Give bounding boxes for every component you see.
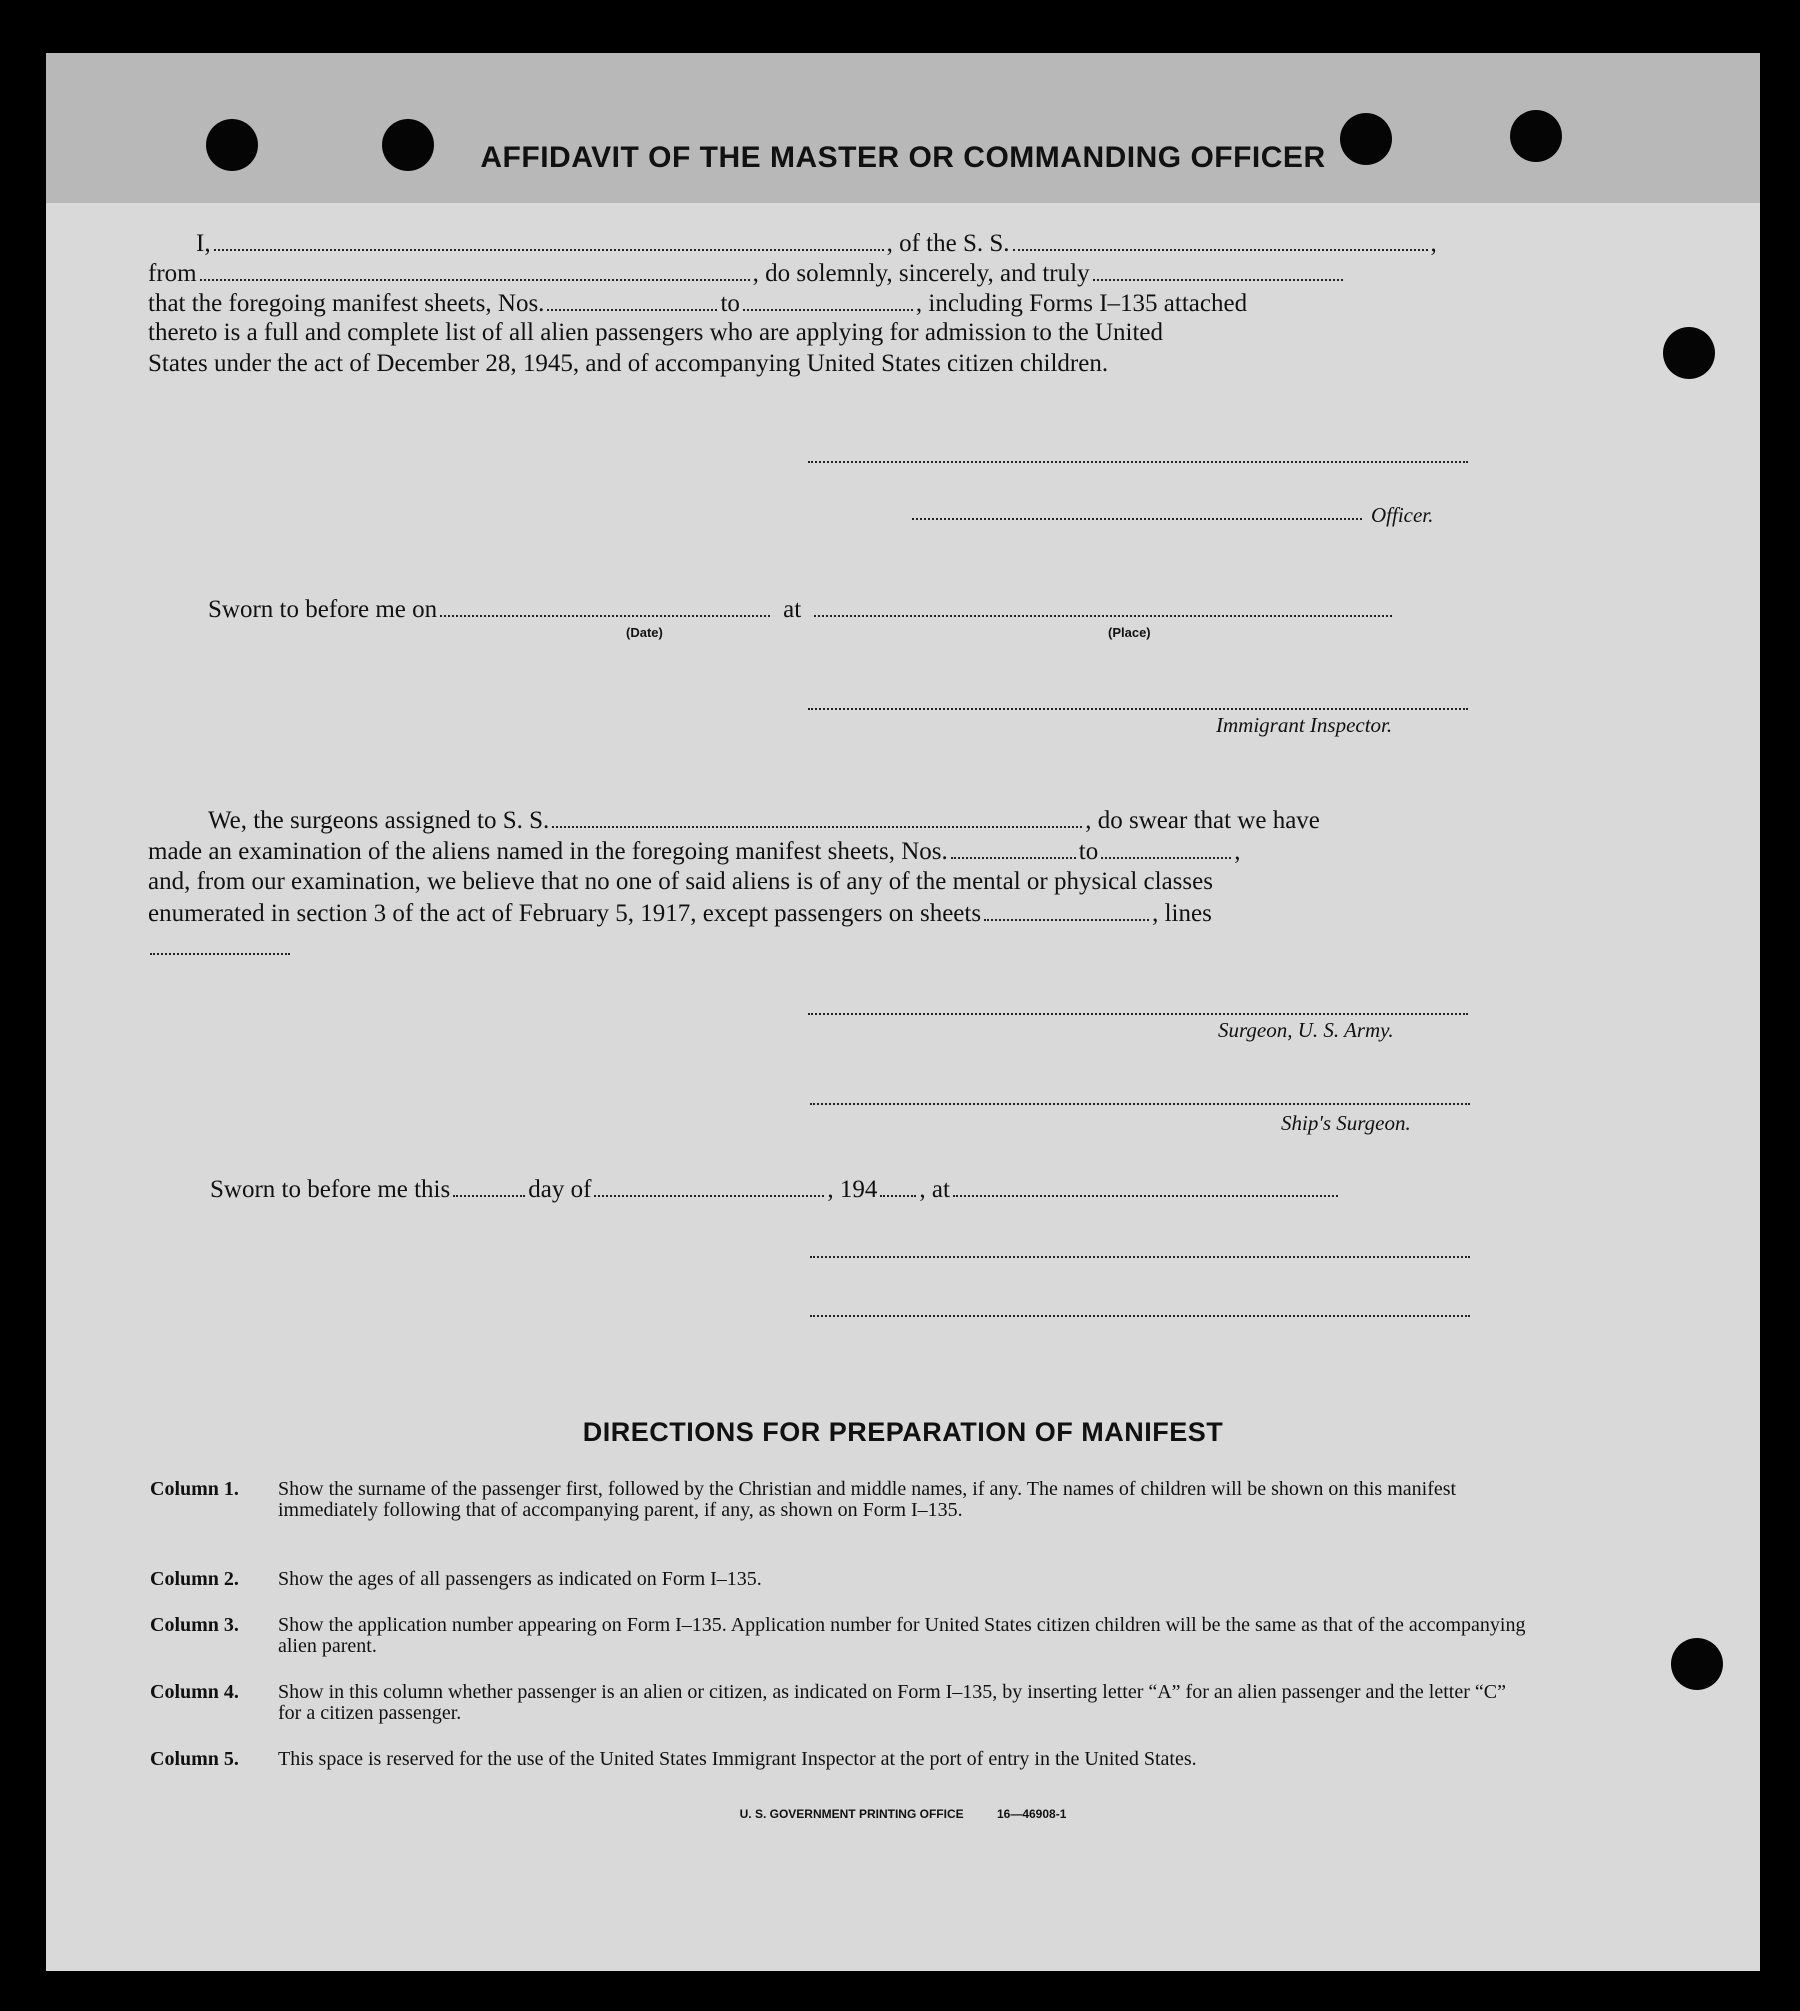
printer-name: U. S. GOVERNMENT PRINTING OFFICE (739, 1807, 964, 1821)
affidavit-line-5: States under the act of December 28, 1945, and of accompanying United States citizen children. (148, 350, 1109, 377)
master-signature-line[interactable] (808, 461, 1468, 463)
printer-footer (46, 1807, 1760, 1821)
sworn-year-field[interactable] (880, 1175, 916, 1197)
affidavit-title: AFFIDAVIT OF THE MASTER OR COMMANDING OFFICER (480, 141, 1326, 174)
affidavit-line-2: from , do solemnly, sincerely, and truly (148, 259, 1346, 288)
column-3-text: Show the application number appearing on Form I–135. Application number for United States citizen children will be the same as that of the accompanying alien parent. (278, 1614, 1526, 1657)
column-5-direction (150, 1749, 1530, 1793)
sworn-month-field[interactable] (594, 1175, 824, 1197)
surgeons-line-3: and, from our examination, we believe that no one of said aliens is of any of the mental or physical classes (148, 868, 1213, 895)
sworn-on-line: Sworn to before me on at (208, 595, 1395, 624)
surgeons-line-2: made an examination of the aliens named in the foregoing manifest sheets, Nos. to , (148, 838, 1241, 865)
affidavit-line-4: thereto is a full and complete list of all alien passengers who are applying for admission to the United (148, 319, 1164, 346)
officer-label: Officer. (1371, 503, 1434, 527)
column-3-direction (150, 1615, 1530, 1659)
column-1-label: Column 1. (150, 1478, 239, 1500)
ship-surgeon-label: Ship's Surgeon. (1281, 1111, 1411, 1135)
sworn-date-field[interactable] (440, 595, 770, 617)
form-code: 16—46908-1 (996, 1807, 1067, 1821)
officer-signature-line[interactable] (912, 518, 1362, 520)
column-4-label: Column 4. (150, 1681, 239, 1703)
sworn-at-field[interactable] (953, 1175, 1338, 1197)
except-sheets-field[interactable] (984, 899, 1149, 921)
punch-hole (1671, 1638, 1723, 1690)
lines-field[interactable] (150, 953, 290, 955)
affidavit-line-1: I, , of the S. S. , (196, 230, 1437, 257)
column-1-text: Show the surname of the passenger first, followed by the Christian and middle names, if any. The names of children will be shown on this manifest immediately following that of accompanying parent, if any, as shown on Form I–135. (278, 1478, 1457, 1521)
directions-title: DIRECTIONS FOR PREPARATION OF MANIFEST (582, 1417, 1224, 1447)
column-2-text: Show the ages of all passengers as indicated on Form I–135. (278, 1568, 762, 1590)
date-caption: (Date) (626, 625, 663, 640)
from-port-field[interactable] (200, 259, 750, 281)
column-1-direction (150, 1479, 1530, 1543)
form-page (46, 53, 1760, 1971)
manifest-to-field[interactable] (743, 289, 913, 311)
column-4-text: Show in this column whether passenger is an alien or citizen, as indicated on Form I–135, by inserting letter “A” for an alien passenger and the letter “C” for a citizen passenger. (278, 1681, 1506, 1724)
manifest-from-field[interactable] (547, 289, 717, 311)
top-band (46, 53, 1760, 203)
surgeons-line-4: enumerated in section 3 of the act of February 5, 1917, except passengers on sheets , lines (148, 900, 1212, 927)
affidavit-line-3: that the foregoing manifest sheets, Nos. to , including Forms I–135 attached (148, 290, 1248, 317)
column-4-direction (150, 1682, 1530, 1726)
surgeons-line-1: We, the surgeons assigned to S. S. , do swear that we have (208, 807, 1320, 834)
surgeon-to-field[interactable] (1101, 837, 1231, 859)
column-2-direction (150, 1569, 1530, 1593)
column-5-label: Column 5. (150, 1748, 239, 1770)
punch-hole (1663, 327, 1715, 379)
column-5-text: This space is reserved for the use of the United States Immigrant Inspector at the port of entry in the United States. (278, 1748, 1197, 1770)
master-name-field[interactable] (214, 229, 884, 251)
sworn-this-line: Sworn to before me this day of , 194 , at (210, 1175, 1341, 1204)
column-3-label: Column 3. (150, 1614, 239, 1636)
inspector-label: Immigrant Inspector. (1216, 713, 1393, 737)
sworn-signature-line-2[interactable] (810, 1315, 1470, 1317)
oath-field[interactable] (1093, 259, 1343, 281)
ship-name-field[interactable] (1013, 229, 1428, 251)
army-surgeon-signature-line[interactable] (808, 1013, 1468, 1015)
sworn-place-field[interactable] (814, 595, 1392, 617)
sworn-signature-line-1[interactable] (810, 1256, 1470, 1258)
surgeon-from-field[interactable] (951, 837, 1076, 859)
inspector-signature-line[interactable] (808, 708, 1468, 710)
sworn-day-field[interactable] (453, 1175, 525, 1197)
surgeon-ship-field[interactable] (552, 806, 1082, 828)
army-surgeon-label: Surgeon, U. S. Army. (1218, 1018, 1394, 1042)
column-2-label: Column 2. (150, 1568, 239, 1590)
ship-surgeon-signature-line[interactable] (810, 1103, 1470, 1105)
place-caption: (Place) (1108, 625, 1151, 640)
